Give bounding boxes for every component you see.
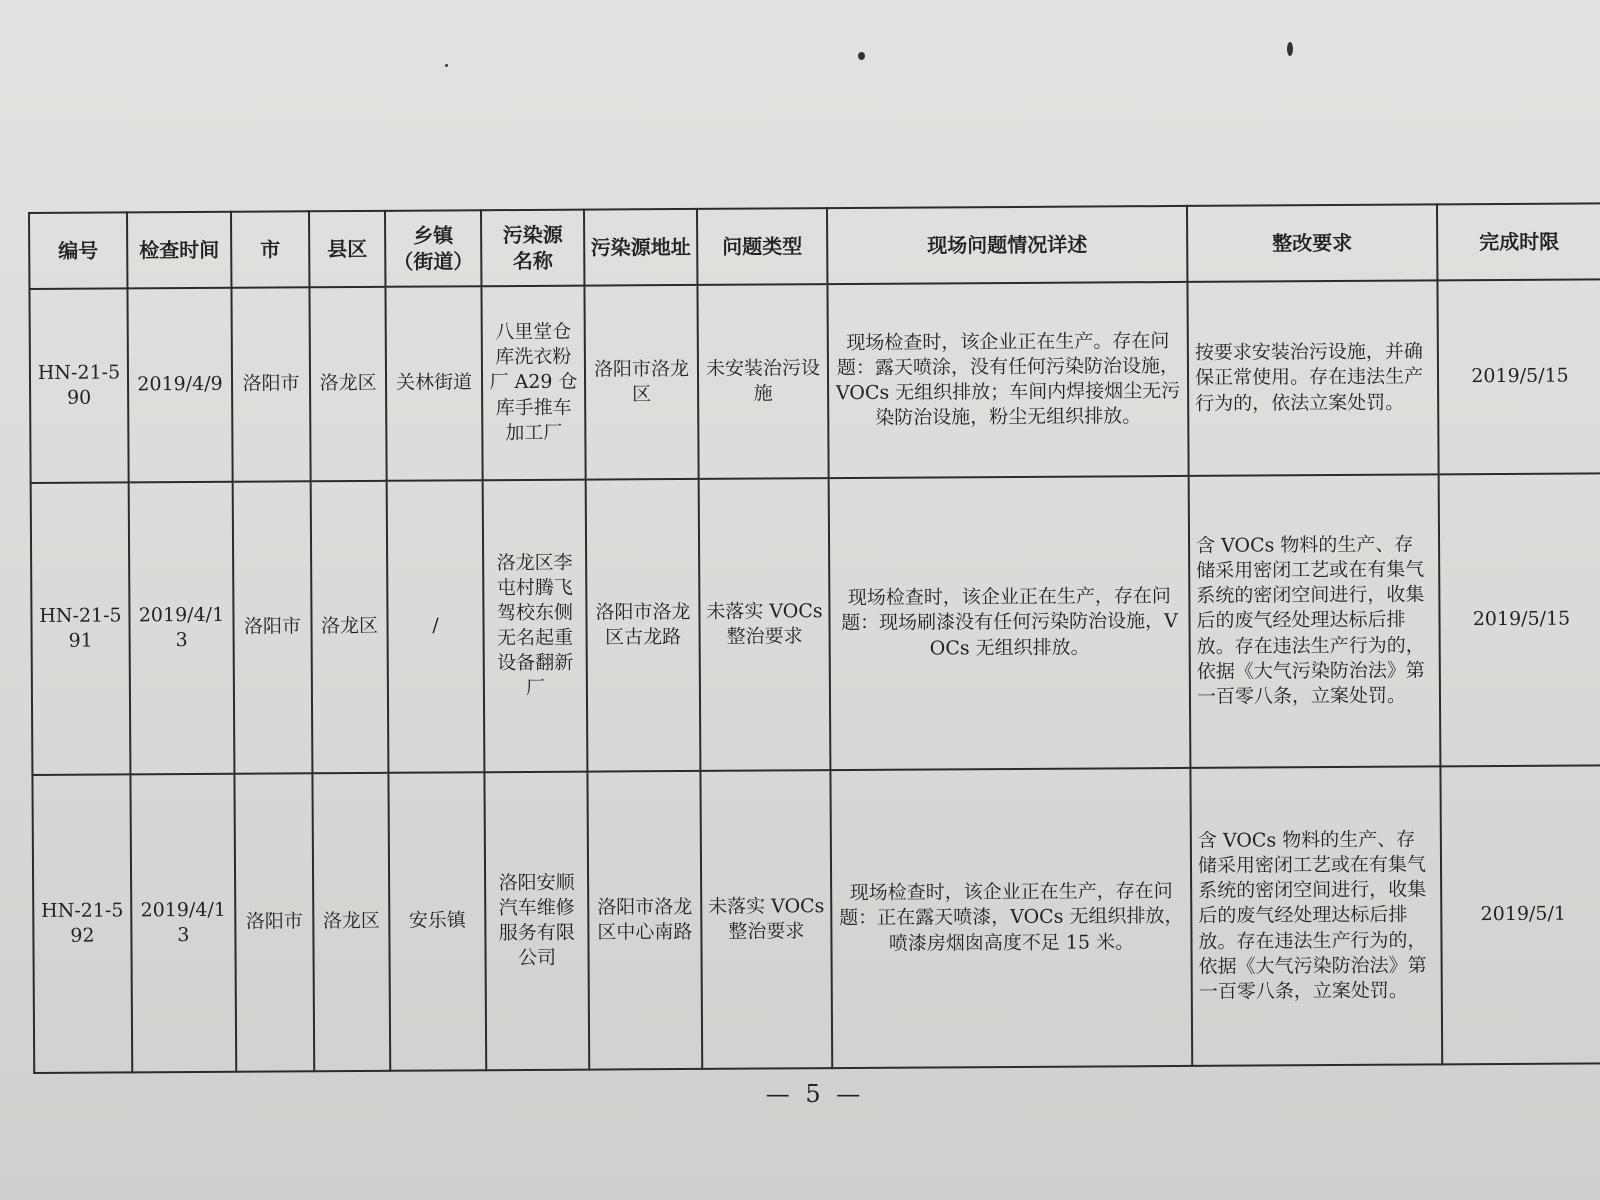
header-deadline: 完成时限 xyxy=(1437,203,1600,280)
header-district: 县区 xyxy=(309,211,385,287)
cell-source-name: 洛阳安顺汽车维修服务有限公司 xyxy=(484,772,589,1071)
cell-district: 洛龙区 xyxy=(311,481,389,773)
cell-township: 关林街道 xyxy=(385,286,482,481)
cell-check-time: 2019/4/9 xyxy=(127,288,232,483)
cell-check-time: 2019/4/13 xyxy=(129,482,235,775)
cell-description: 现场检查时，该企业正在生产，存在问题：正在露天喷漆，VOCs 无组织排放，喷漆房烟囱高度不足 15 米。 xyxy=(830,768,1192,1068)
header-id: 编号 xyxy=(29,212,127,289)
header-problem-type: 问题类型 xyxy=(697,208,827,285)
header-city: 市 xyxy=(231,211,309,287)
cell-description: 现场检查时，该企业正在生产，存在问题：现场刷漆没有任何污染防治设施，VOCs 无组织排放。 xyxy=(829,476,1191,770)
cell-district: 洛龙区 xyxy=(312,773,390,1071)
cell-problem-type: 未落实 VOCs 整治要求 xyxy=(700,770,832,1069)
paper-speck xyxy=(1287,42,1293,56)
paper-speck xyxy=(445,64,448,67)
cell-township: 安乐镇 xyxy=(388,772,486,1071)
cell-id: HN-21-591 xyxy=(31,482,131,775)
cell-city: 洛阳市 xyxy=(231,287,310,481)
inspection-table xyxy=(28,202,1600,1074)
cell-check-time: 2019/4/13 xyxy=(130,774,236,1073)
cell-source-address: 洛阳市洛龙区中心南路 xyxy=(587,771,702,1070)
header-source-address: 污染源地址 xyxy=(584,209,697,286)
cell-requirement: 按要求安装治污设施，并确保正常使用。存在违法生产行为的，依法立案处罚。 xyxy=(1187,280,1438,476)
header-requirement: 整改要求 xyxy=(1187,204,1437,282)
table-row xyxy=(32,765,1600,1073)
cell-township: / xyxy=(387,480,485,773)
cell-deadline: 2019/5/15 xyxy=(1439,473,1600,766)
cell-requirement: 含 VOCs 物料的生产、存储采用密闭工艺或在有集气系统的密闭空间进行，收集后的废气经处理达标后排放。存在违法生产行为的，依据《大气污染防治法》第一百零八条，立案处罚。 xyxy=(1189,474,1441,768)
header-description: 现场问题情况详述 xyxy=(827,206,1187,284)
cell-description: 现场检查时，该企业正在生产。存在问题：露天喷涂，没有任何污染防治设施，VOCs 无组织排放；车间内焊接烟尘无污染防治设施，粉尘无组织排放。 xyxy=(827,282,1188,478)
cell-source-name: 八里堂仓库洗衣粉厂 A29 仓库手推车加工厂 xyxy=(481,286,585,481)
cell-id: HN-21-590 xyxy=(29,288,128,483)
paper-speck xyxy=(858,52,865,60)
cell-requirement: 含 VOCs 物料的生产、存储采用密闭工艺或在有集气系统的密闭空间进行，收集后的废气经处理达标后排放。存在违法生产行为的，依据《大气污染防治法》第一百零八条，立案处罚。 xyxy=(1190,766,1442,1066)
page-number: — 5 — xyxy=(765,1080,865,1108)
cell-source-address: 洛阳市洛龙区古龙路 xyxy=(586,479,701,772)
cell-district: 洛龙区 xyxy=(309,287,386,481)
cell-id: HN-21-592 xyxy=(32,774,132,1073)
table-row xyxy=(29,279,1600,483)
table-header-row xyxy=(29,203,1600,289)
header-source-name: 污染源 名称 xyxy=(481,210,584,287)
cell-city: 洛阳市 xyxy=(233,481,313,773)
table-row xyxy=(31,473,1600,775)
cell-source-address: 洛阳市洛龙区 xyxy=(584,285,698,480)
cell-problem-type: 未落实 VOCs 整治要求 xyxy=(699,478,831,771)
header-township: 乡镇 （街道） xyxy=(385,210,481,287)
cell-city: 洛阳市 xyxy=(234,773,314,1071)
cell-problem-type: 未安装治污设施 xyxy=(697,284,828,479)
cell-source-name: 洛龙区李屯村腾飞驾校东侧无名起重设备翻新厂 xyxy=(483,480,588,773)
cell-deadline: 2019/5/1 xyxy=(1440,765,1600,1064)
header-check-time: 检查时间 xyxy=(127,212,231,289)
cell-deadline: 2019/5/15 xyxy=(1437,279,1600,474)
